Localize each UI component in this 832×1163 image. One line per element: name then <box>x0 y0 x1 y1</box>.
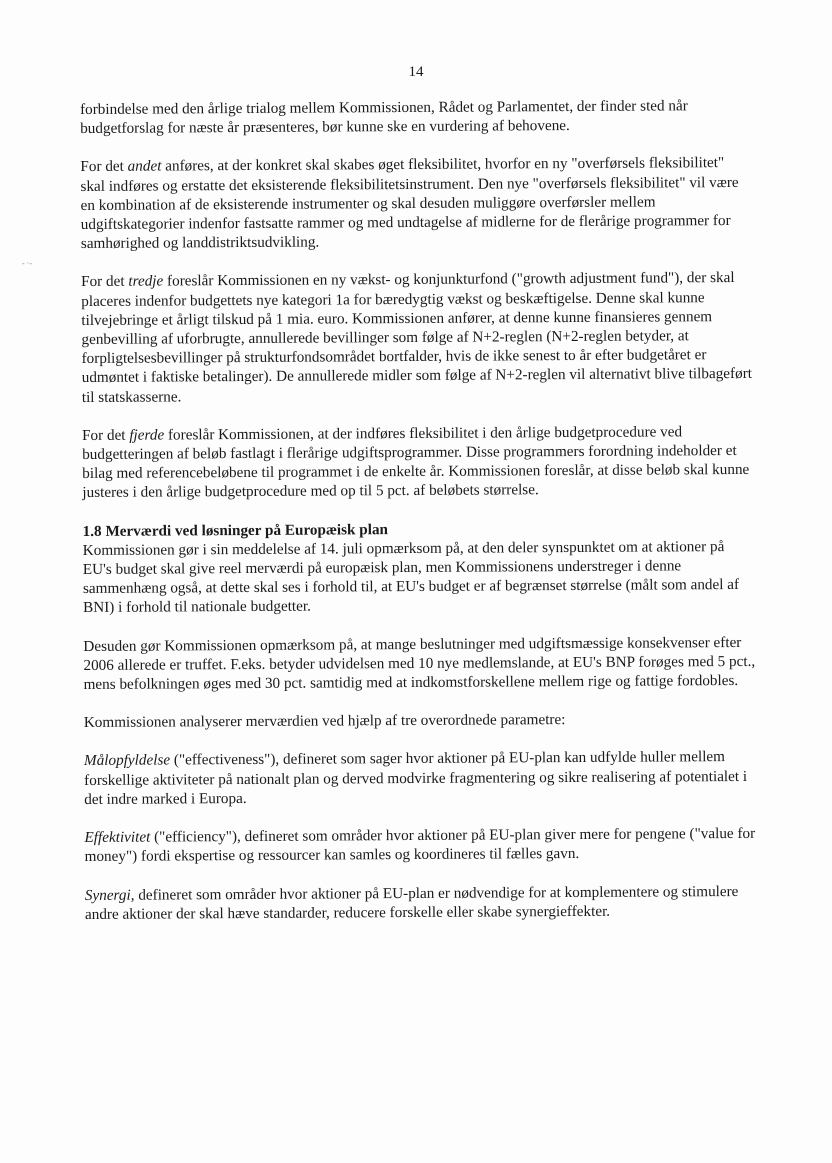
paragraph-continuation: forbindelse med den årlige trialog mellem Kommissionen, Rådet og Parlamentet, der finder sted når budgetforslag for næste år præsenteres, bør kunne ske en vurdering af behovene. <box>80 97 688 138</box>
paragraph-third-point <box>81 268 754 407</box>
parameter-effectiveness <box>84 747 756 809</box>
margin-mark: - ·- <box>22 259 32 268</box>
section-paragraph: Kommissionen gør i sin meddelelse af 14. juli opmærksom på, at den deler synspunktet om at aktioner på EU's budget skal give reel merværdi på europæisk plan, men Kommissionens understreger i denne sammenhæng også, at dette skal ses i forhold til, at EU's budget er af begrænset størrelse (målt som andel af BNI) i forhold til nationale budgetter. <box>82 537 740 617</box>
paragraph-text: anføres, at der konkret skal skabes øget fleksibilitet, hvorfor en ny "overførsels fleksibilitet" skal indføres og erstatte det eksisterende fleksibilitetsinstrument. Den nye "overførsels fleksibilitet" vil være en kombination af de eksisterende instrumenter og skal desuden muliggøre overførsler mellem udgiftskategorier indenfor fastsatte rammer og med undtagelse af midlerne for de flerårige programmer for samhørighed og landdistriktsudvikling. <box>80 154 739 253</box>
paragraph-prefix: For det <box>80 158 128 176</box>
paragraph-text: foreslår Kommissionen en ny vækst- og konjunkturfond ("growth adjustment fund"), der skal placeres indenfor budgettets nye kategori 1a for bæredygtig vækst og beskæftigelse. Denne skal kunne tilvejebringe et årligt tilskud på 1 mia. euro. Kommissionen anfører, at denne kunne finansieres gennem genbevilling af uforbrugte, annullerede bevillinger som følge af N+2-reglen (N+2-reglen betyder, at forpligtelsesbevillinger på strukturfondsområdet bortfalder, hvis de ikke senest to år efter budgetåret er udmøntet i faktiske betalinger). De annullerede midler som følge af N+2-reglen vil alternativt blive tilbageført til statskasserne. <box>81 269 753 406</box>
paragraph-prefix: For det <box>81 426 130 444</box>
parameter-efficiency <box>84 824 756 867</box>
paragraph-fourth-point <box>82 422 754 503</box>
paragraph-text: ("effectiveness"), defineret som sager hvor aktioner på EU-plan kan udfylde huller mellem forskellige aktiviteter på nationalt plan og derved modvirke fragmentering og sikre realisering af potentialet i det indre marked i Europa. <box>84 748 748 808</box>
term-emphasis: Målopfyldelse <box>83 751 171 770</box>
page-number: 14 <box>408 64 424 80</box>
ordinal-emphasis: fjerde <box>129 426 165 444</box>
section-paragraph: Kommissionen analyserer merværdien ved hjælp af tre overordnede parametre: <box>83 711 566 732</box>
ordinal-emphasis: tredje <box>128 272 164 291</box>
paragraph-second-point <box>80 153 753 253</box>
section-paragraph: Desuden gør Kommissionen opmærksom på, at mange beslutninger med udgiftsmæssige konsekvenser efter 2006 allerede er truffet. F.eks. betyder udvidelsen med 10 nye medlemslande, at EU's BNP forøges med 5 pct., mens befolkningen øges med 30 pct. samtidig med at indkomstforskellene mellem rige og fattige fordobles. <box>83 633 756 694</box>
ordinal-emphasis: andet <box>127 157 162 176</box>
page-content <box>80 96 757 943</box>
parameter-synergy <box>85 881 757 924</box>
section-heading: 1.8 Merværdi ved løsninger på Europæisk plan <box>82 520 389 540</box>
term-emphasis: Synergi <box>84 886 131 904</box>
term-emphasis: Effektivitet <box>84 828 151 847</box>
paragraph-prefix: For det <box>81 273 129 291</box>
paragraph-text: foreslår Kommissionen, at der indføres fleksibilitet i den årlige budgetprocedure ved budgetteringen af beløb fastlagt i flerårige udgiftsprogrammer. Disse programmers forordning indeholder et bilag med referencebeløbene til programmet i de enkelte år. Kommissionen foreslår, at disse beløb skal kunne justeres i den årlige budgetprocedure med op til 5 pct. af beløbets størrelse. <box>82 423 750 502</box>
paragraph-text: , defineret som områder hvor aktioner på EU-plan er nødvendige for at komplementere og stimulere andre aktioner der skal hæve standarder, reducere forskelle eller skabe synergieffekter. <box>84 882 739 923</box>
paragraph-text: ("efficiency"), defineret som områder hvor aktioner på EU-plan giver mere for pengene ("value for money") fordi ekspertise og ressourcer kan samles og koordineres til fælles gavn. <box>84 824 756 866</box>
